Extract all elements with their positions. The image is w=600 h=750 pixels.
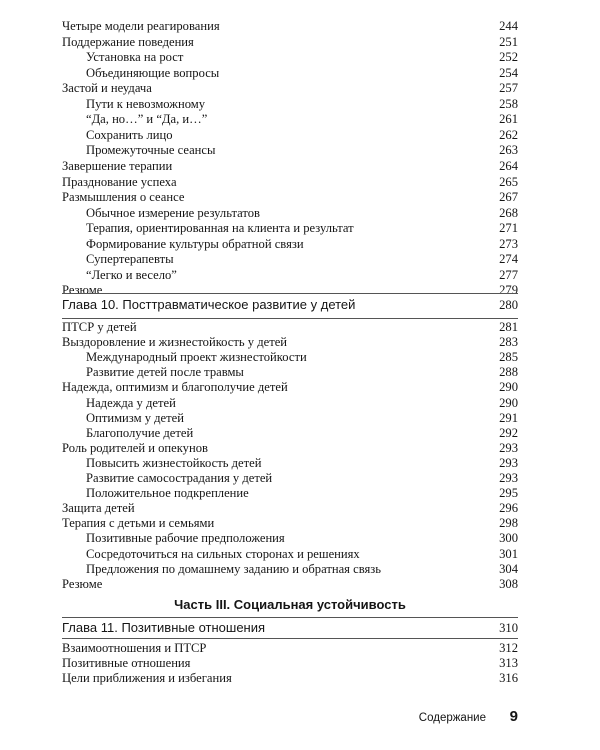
toc-entry-page: 300 [499, 531, 518, 546]
toc-entry-title: Выздоровление и жизнестойкость у детей [62, 335, 288, 350]
chapter11-title: Глава 11. Позитивные отношения [62, 620, 266, 635]
toc-entry-page: 316 [499, 671, 518, 686]
toc-entry-title: Цели приближения и избегания [62, 671, 232, 686]
toc-entry-title: Оптимизм у детей [86, 410, 184, 425]
toc-entry-page: 293 [499, 440, 518, 455]
toc-entry [62, 19, 518, 33]
running-footer-label: Содержание [418, 712, 486, 724]
toc-entry-page: 252 [499, 50, 518, 65]
toc-entry-page: 258 [499, 96, 518, 111]
toc-subentry [62, 531, 518, 545]
toc-entry-page: 283 [499, 335, 518, 350]
toc-entry-title: Позитивные рабочие предположения [86, 531, 285, 546]
toc-subentry [62, 562, 518, 576]
toc-entry-title: Четыре модели реагирования [62, 19, 220, 33]
toc-entry-title: Положительное подкрепление [86, 486, 249, 501]
toc-entry-page: 295 [499, 486, 518, 501]
toc-entry-title: Сохранить лицо [86, 127, 173, 142]
toc-entry-title: Пути к невозможному [86, 96, 206, 111]
toc-entry-page: 281 [499, 320, 518, 334]
toc-subentry [62, 128, 518, 142]
toc-entry-page: 254 [499, 65, 518, 80]
toc-entry-page: 304 [499, 561, 518, 576]
toc-entry-title: Резюме [62, 283, 103, 298]
toc-entry-page: 291 [499, 410, 518, 425]
toc-subentry [62, 237, 518, 251]
part3-heading: Часть III. Социальная устойчивость [174, 597, 406, 612]
toc-entry-page: 313 [499, 656, 518, 671]
toc-entry [62, 175, 518, 189]
toc-subentry [62, 66, 518, 80]
toc-entry-page: 293 [499, 471, 518, 485]
toc-subentry [62, 206, 518, 220]
toc-entry-title: Роль родителей и опекунов [62, 440, 208, 455]
toc-subentry [62, 221, 518, 235]
toc-entry-title: Размышления о сеансе [62, 190, 185, 205]
toc-entry-title: Надежда у детей [86, 395, 176, 410]
toc-entry-page: 273 [499, 236, 518, 251]
toc-entry-page: 292 [499, 425, 518, 440]
toc-entry-page: 261 [499, 112, 518, 127]
toc-entry-title: Терапия с детьми и семьями [62, 516, 215, 531]
toc-entry-page: 263 [499, 143, 518, 158]
toc-entry-title: Терапия, ориентированная на клиента и результат [86, 221, 354, 236]
toc-entry [62, 335, 518, 349]
toc-entry-page: 271 [499, 221, 518, 236]
toc-entry-page: 251 [499, 34, 518, 49]
toc-subentry [62, 365, 518, 379]
toc-subentry [62, 350, 518, 364]
toc-entry-title: Позитивные отношения [62, 656, 191, 671]
toc-entry-page: 257 [499, 81, 518, 96]
toc-entry-title: Формирование культуры обратной связи [86, 236, 304, 251]
toc-entry [62, 516, 518, 530]
toc-entry-title: Объединяющие вопросы [86, 65, 220, 80]
toc-entry-title: Международный проект жизнестойкости [86, 350, 307, 365]
toc-entry-page: 290 [499, 380, 518, 395]
toc-entry-page: 301 [499, 546, 518, 561]
toc-entry-page: 296 [499, 501, 518, 516]
toc-entry [62, 380, 518, 394]
chapter11-rule-bottom [62, 638, 518, 639]
toc-subentry [62, 50, 518, 64]
toc-entry-page: 308 [499, 576, 518, 591]
toc-entry-page: 244 [499, 19, 518, 33]
toc-subentry [62, 268, 518, 282]
toc-entry-title: Поддержание поведения [62, 34, 194, 49]
toc-entry [62, 656, 518, 670]
toc-entry-title: Предложения по домашнему заданию и обратная связь [86, 561, 382, 576]
toc-entry-title: ПТСР у детей [62, 320, 137, 334]
toc-entry-page: 274 [499, 252, 518, 267]
toc-entry-title: Взаимоотношения и ПТСР [62, 641, 207, 655]
toc-entry-page: 312 [499, 641, 518, 655]
toc-subentry [62, 396, 518, 410]
toc-entry-title: Резюме [62, 576, 103, 591]
chapter11-heading [62, 620, 518, 636]
toc-entry-page: 264 [499, 158, 518, 173]
toc-entry-title: Развитие самосострадания у детей [86, 471, 273, 485]
toc-entry-title: Сосредоточиться на сильных сторонах и решениях [86, 546, 360, 561]
chapter10-title: Глава 10. Посттравматическое развитие у детей [62, 297, 356, 312]
toc-entry [62, 159, 518, 173]
toc-subentry [62, 411, 518, 425]
toc-entry-page: 267 [499, 190, 518, 205]
toc-entry-title: Празднование успеха [62, 174, 177, 189]
chapter10-rule-top [62, 293, 518, 294]
toc-entry-page: 290 [499, 395, 518, 410]
toc-entry-page: 293 [499, 455, 518, 470]
chapter10-rule-bottom [62, 318, 518, 319]
toc-entry [62, 671, 518, 685]
toc-subentry [62, 143, 518, 157]
toc-subentry [62, 97, 518, 111]
chapter10-page: 280 [499, 298, 518, 312]
toc-entry-title: Застой и неудача [62, 81, 152, 96]
chapter11-page: 310 [499, 621, 518, 635]
toc-entry [62, 441, 518, 455]
toc-entry-title: “Да, но…” и “Да, и…” [86, 112, 208, 127]
toc-subentry [62, 426, 518, 440]
toc-entry-page: 279 [499, 283, 518, 298]
toc-subentry [62, 486, 518, 500]
toc-entry-page: 298 [499, 516, 518, 531]
toc-entry-title: “Легко и весело” [86, 267, 177, 282]
toc-subentry [62, 252, 518, 266]
toc-entry [62, 190, 518, 204]
toc-entry-title: Защита детей [62, 501, 135, 516]
toc-subentry [62, 471, 518, 485]
toc-entry-page: 285 [499, 350, 518, 365]
toc-entry [62, 35, 518, 49]
toc-entry-page: 268 [499, 205, 518, 220]
toc-entry-title: Развитие детей после травмы [86, 365, 244, 380]
toc-entry-page: 262 [499, 127, 518, 142]
toc-entry [62, 577, 518, 591]
toc-entry-page: 277 [499, 267, 518, 282]
toc-entry-title: Супертерапевты [86, 252, 174, 267]
toc-entry [62, 81, 518, 95]
toc-subentry [62, 547, 518, 561]
toc-entry-title: Благополучие детей [86, 425, 194, 440]
page-number: 9 [509, 708, 518, 725]
toc-entry-page: 265 [499, 174, 518, 189]
toc-entry [62, 501, 518, 515]
toc-subentry [62, 112, 518, 126]
toc-entry [62, 641, 518, 655]
toc-entry-page: 288 [499, 365, 518, 380]
toc-entry [62, 320, 518, 334]
toc-entry-title: Промежуточные сеансы [86, 143, 216, 158]
toc-entry [62, 283, 518, 297]
toc-entry-title: Завершение терапии [62, 158, 173, 173]
toc-entry-title: Установка на рост [86, 50, 184, 65]
toc-entry-title: Обычное измерение результатов [86, 205, 260, 220]
toc-entry-title: Надежда, оптимизм и благополучие детей [62, 380, 288, 395]
toc-entry-title: Повысить жизнестойкость детей [86, 455, 262, 470]
toc-subentry [62, 456, 518, 470]
chapter11-rule-top [62, 617, 518, 618]
chapter10-heading [62, 297, 518, 313]
